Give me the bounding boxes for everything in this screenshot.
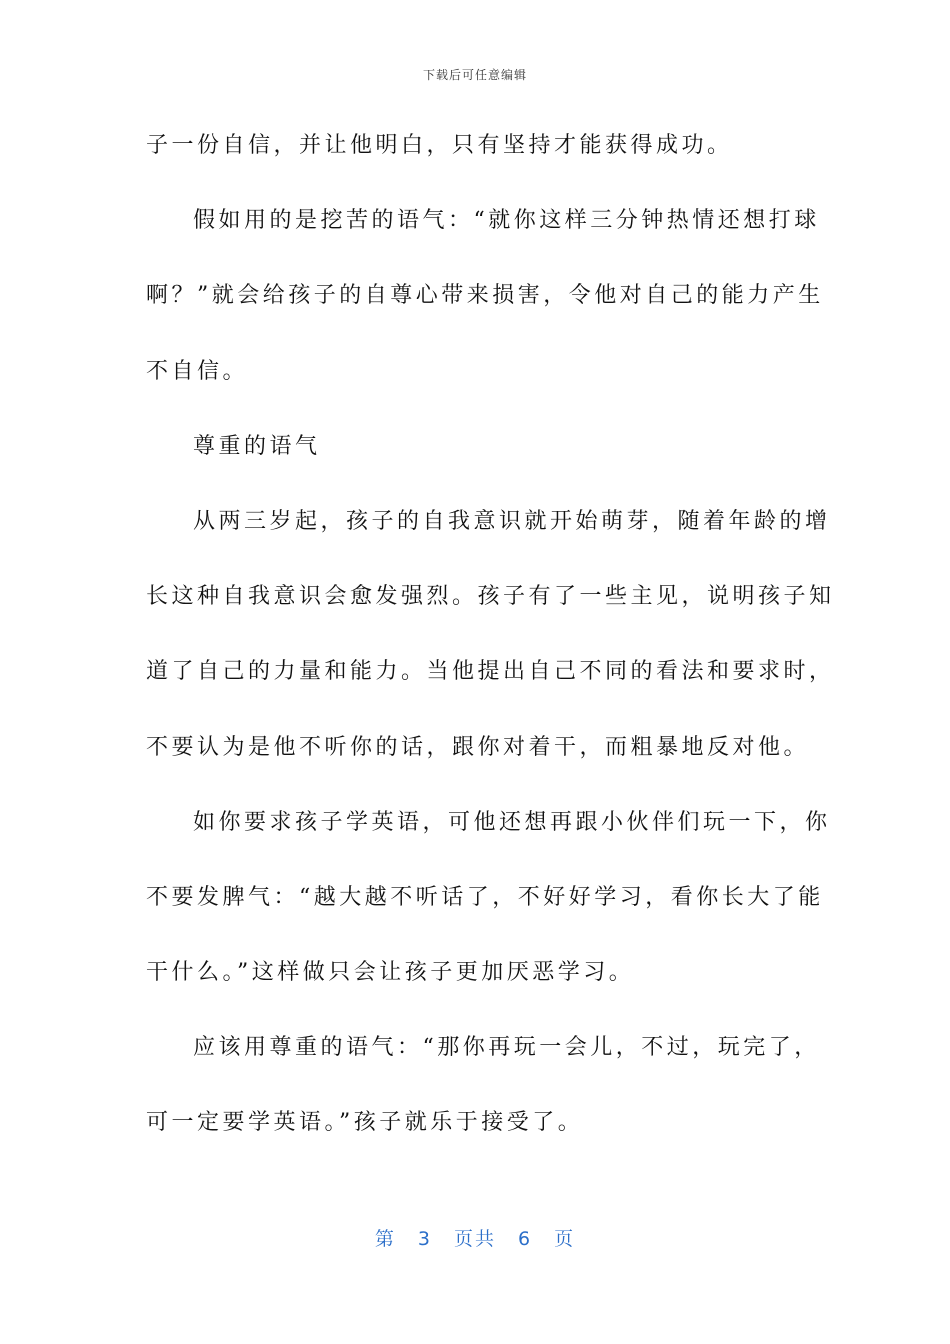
text-line-9: 不要认为是他不听你的话，跟你对着干，而粗暴地反对他。	[146, 734, 810, 760]
text-line-4: 不自信。	[146, 358, 249, 384]
text-line-6: 从两三岁起，孩子的自我意识就开始萌芽，随着年龄的增	[193, 508, 831, 534]
footer-prefix: 第	[374, 1228, 396, 1250]
text-line-11: 不要发脾气：“越大越不听话了，不好好学习，看你长大了能	[146, 884, 824, 910]
page-footer	[0, 1224, 950, 1251]
text-line-2: 假如用的是挖苦的语气：“就你这样三分钟热情还想打球	[193, 208, 820, 234]
text-line-13: 应该用尊重的语气：“那你再玩一会儿，不过，玩完了，	[193, 1035, 820, 1061]
footer-middle: 页共	[453, 1228, 496, 1250]
text-line-3: 啊？”就会给孩子的自尊心带来损害，令他对自己的能力产生	[146, 283, 824, 309]
text-line-7: 长这种自我意识会愈发强烈。孩子有了一些主见，说明孩子知	[146, 584, 835, 610]
text-line-12: 干什么。”这样做只会让孩子更加厌恶学习。	[146, 960, 635, 986]
section-heading: 尊重的语气	[193, 433, 321, 459]
footer-suffix: 页	[554, 1228, 576, 1250]
footer-current-page: 3	[417, 1228, 432, 1250]
text-line-10: 如你要求孩子学英语，可他还想再跟小伙伴们玩一下，你	[193, 809, 831, 835]
footer-total-pages: 6	[518, 1228, 533, 1250]
text-line-1: 子一份自信，并让他明白，只有坚持才能获得成功。	[146, 133, 733, 158]
text-line-8: 道了自己的力量和能力。当他提出自己不同的看法和要求时，	[146, 659, 835, 685]
document-body	[146, 118, 835, 1171]
text-line-14: 可一定要学英语。”孩子就乐于接受了。	[146, 1110, 584, 1136]
page-header: 下载后可任意编辑	[422, 68, 527, 82]
